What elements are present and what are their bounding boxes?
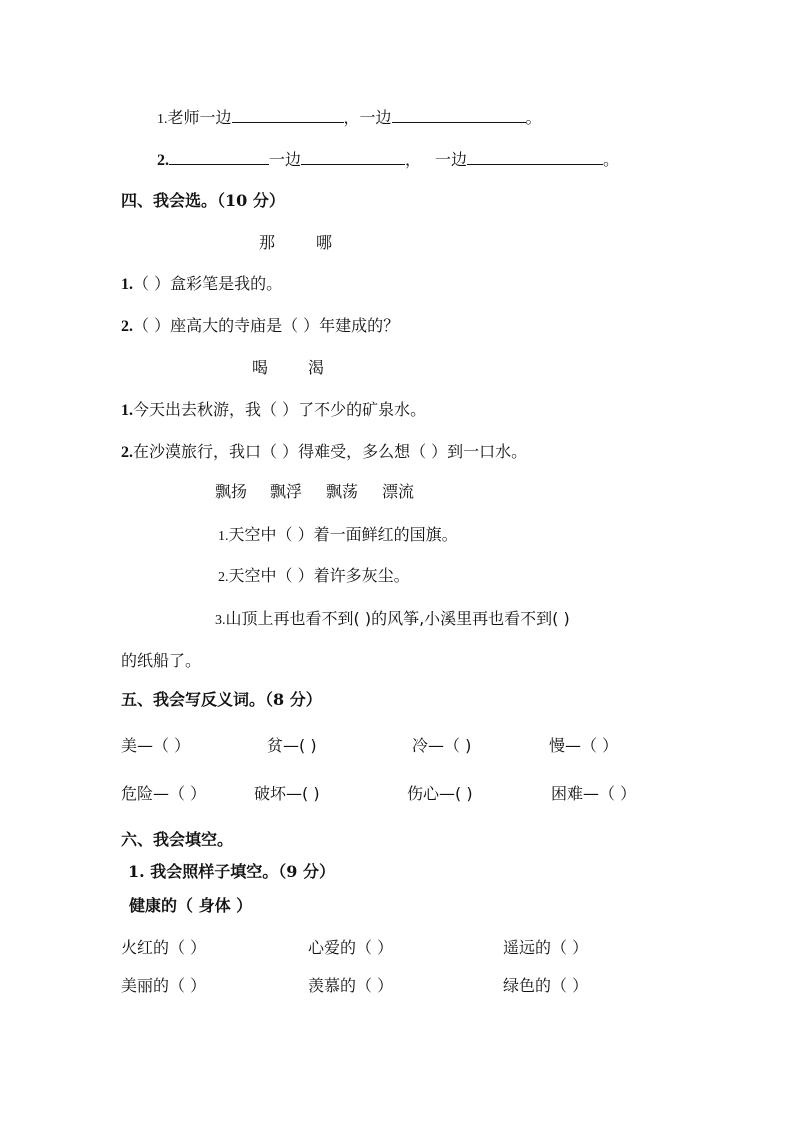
word-choice: 飘扬 (215, 482, 248, 501)
prompt-text: 老师一边 (167, 108, 232, 127)
fill-item[interactable]: 遥远的（ ） (503, 938, 589, 957)
answer-blank[interactable] (301, 148, 405, 165)
fill-item[interactable]: 心爱的（ ） (308, 938, 394, 957)
antonym-item[interactable]: 慢—（ ） (549, 736, 619, 755)
antonym-item[interactable]: 困难—（ ） (551, 784, 637, 803)
word-choice: 渴 (308, 358, 325, 377)
question-text: 在沙漠旅行，我口（ ）得难受，多么想（ ）到一口水。 (133, 442, 528, 461)
section-heading-4: 四、我会选。（10 分） (121, 191, 285, 210)
question-text: 天空中（ ）着许多灰尘。 (228, 566, 410, 585)
answer-blank[interactable] (232, 106, 344, 123)
word-choice: 喝 (252, 358, 269, 377)
question-text: （ ）盒彩笔是我的。 (133, 274, 283, 293)
choice-q5 (218, 524, 458, 548)
antonym-item[interactable]: 冷—（ ) (412, 736, 472, 755)
word-choice: 哪 (316, 233, 333, 252)
choice-q3 (121, 399, 426, 422)
fill-item[interactable]: 美丽的（ ） (121, 976, 207, 995)
choice-q1 (121, 273, 282, 296)
choice-q7 (215, 608, 570, 632)
question-number: 1. (121, 402, 133, 419)
choice-q2 (121, 315, 399, 338)
section-heading-5: 五、我会写反义词。（8 分） (121, 690, 322, 709)
word-choice: 飘荡 (326, 482, 359, 501)
question-text: 山顶上再也看不到( )的风筝,小溪里再也看不到( ) (225, 609, 570, 628)
subsection-heading: 1. 我会照样子填空。（9 分） (128, 862, 335, 881)
prompt-text: 。 (603, 150, 620, 169)
section-heading-6: 六、我会填空。 (121, 830, 234, 849)
question-text: （ ）座高大的寺庙是（ ）年建成的？ (133, 316, 400, 335)
fill-item[interactable]: 羡慕的（ ） (308, 976, 394, 995)
example-item: 健康的（ 身体 ） (129, 896, 253, 915)
question-text: 今天出去秋游，我（ ）了不少的矿泉水。 (133, 400, 427, 419)
question-number: 2. (121, 444, 133, 461)
question-number: 1. (157, 112, 168, 127)
answer-blank[interactable] (169, 148, 269, 165)
question-number: 1. (121, 276, 133, 293)
word-choice: 漂流 (382, 482, 415, 501)
antonym-item[interactable]: 危险—（ ） (121, 784, 207, 803)
choice-q6 (218, 565, 410, 589)
answer-blank[interactable] (392, 106, 526, 123)
prompt-text: ，一边 (343, 108, 392, 127)
choice-q7-continuation: 的纸船了。 (121, 651, 202, 670)
question-number: 2. (157, 152, 169, 169)
fill-blank-q2 (157, 148, 619, 172)
fill-item[interactable]: 火红的（ ） (121, 938, 207, 957)
antonym-item[interactable]: 破坏—( ) (254, 784, 320, 803)
word-choice: 那 (259, 233, 276, 252)
fill-blank-q1 (157, 106, 542, 131)
antonym-item[interactable]: 伤心—( ) (407, 784, 473, 803)
fill-item[interactable]: 绿色的（ ） (503, 976, 589, 995)
question-number: 2. (218, 570, 229, 585)
answer-blank[interactable] (467, 148, 603, 165)
antonym-item[interactable]: 美—（ ） (121, 736, 191, 755)
prompt-text: 一边 (435, 150, 468, 169)
question-number: 3. (215, 613, 226, 628)
question-text: 天空中（ ）着一面鲜红的国旗。 (228, 525, 458, 544)
choice-q4 (121, 441, 527, 464)
question-number: 1. (218, 529, 229, 544)
word-choice: 飘浮 (270, 482, 303, 501)
antonym-item[interactable]: 贫—( ) (267, 736, 317, 755)
prompt-text: ， (405, 150, 422, 169)
prompt-text: 。 (525, 108, 542, 127)
question-number: 2. (121, 318, 133, 335)
prompt-text: 一边 (269, 150, 302, 169)
